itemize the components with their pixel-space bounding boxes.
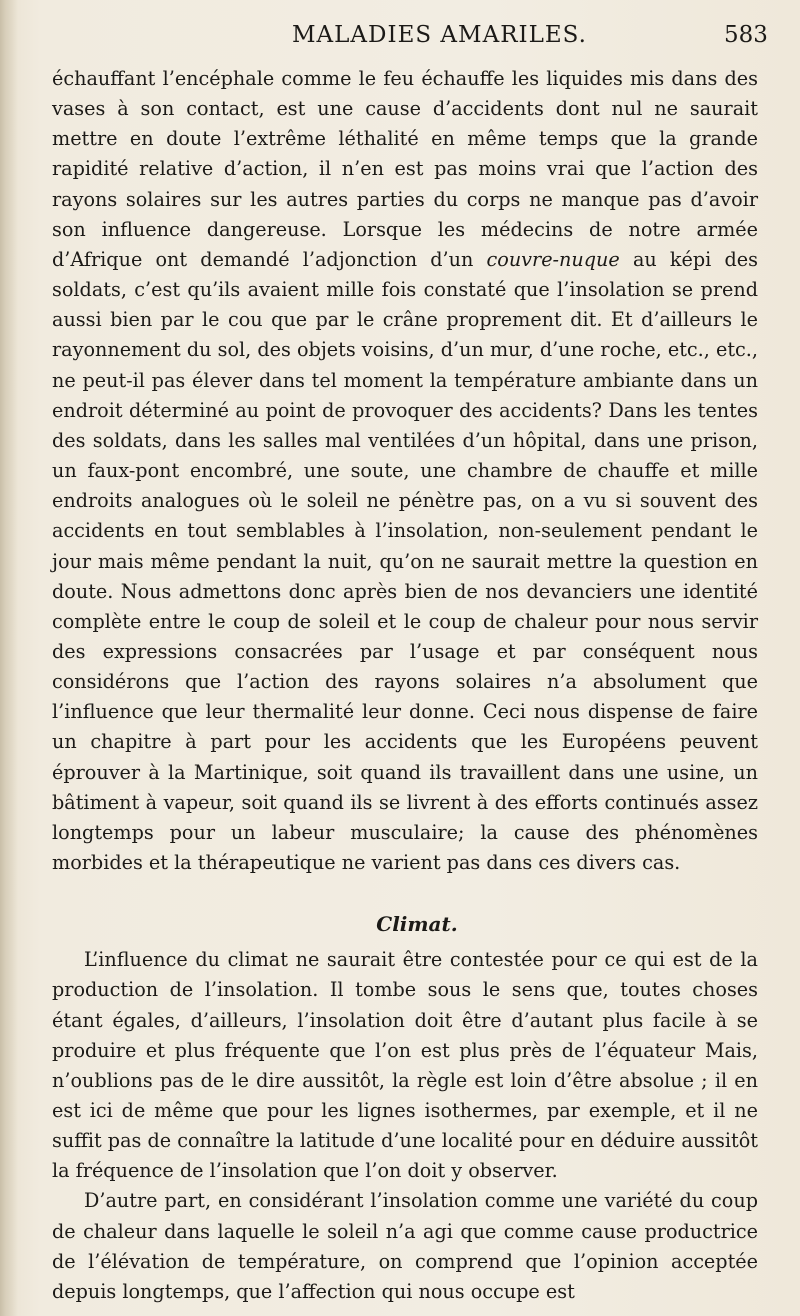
italic-term: couvre-nuque (486, 247, 620, 271)
paragraph-text: échauffant l’encéphale comme le feu échauffe les liquides mis dans des vases à son contact, est une cause d’accidents dont nul ne saurait mettre en doute l’extrême léthalité en même temps que la grande rapidité relative d’action, il n’en est pas moins vrai que l’action des rayons solaires sur les autres parties du corps ne manque pas d’avoir son influence dangereuse. Lorsque les médecins de notre armée d’Afrique ont demandé l’adjonction d’un (52, 67, 758, 271)
running-header (0, 18, 800, 52)
running-title: MALADIES AMARILES. (292, 22, 587, 48)
binding-gutter-shadow (0, 0, 18, 1316)
paragraph: D’autre part, en considérant l’insolation comme une variété du coup de chaleur dans laquelle le soleil n’a agi que comme cause productrice de l’élévation de température, on comprend que l’opinion acceptée depuis longtemps, que l’affection qui nous occupe est (52, 1189, 758, 1303)
page-number: 583 (724, 22, 768, 48)
paragraph: L’influence du climat ne saurait être contestée pour ce qui est de la production de l’insolation. Il tombe sous le sens que, toutes choses étant égales, d’ailleurs, l’insolation doit être d’autant plus facile à se produire et plus fréquente que l’on est plus près de l’équateur Mais, n’oublions pas de le dire aussitôt, la règle est loin d’être absolue ; il en est ici de même que pour les lignes isothermes, par exemple, et il ne suffit pas de connaître la latitude d’une localité pour en déduire aussitôt la fréquence de l’insolation que l’on doit y observer. (52, 948, 758, 1183)
body-text (52, 64, 758, 1307)
paragraph-continued (52, 64, 758, 878)
paragraph-text: au képi des soldats, c’est qu’ils avaient mille fois constaté que l’insolation se prend aussi bien par le cou que par le crâne proprement dit. Et d’ailleurs le rayonnement du sol, des objets voisins, d’un mur, d’une roche, etc., etc., ne peut-il pas élever dans tel moment la température ambiante dans un endroit déterminé au point de provoquer des accidents? Dans les tentes des soldats, dans les salles mal ventilées d’un hôpital, dans une prison, un faux-pont encombré, une soute, une chambre de chauffe et mille endroits analogues où le soleil ne pénètre pas, on a vu si souvent des accidents en tout semblables à l’insolation, non-seulement pendant le jour mais même pendant la nuit, qu’on ne saurait mettre la question en doute. Nous admettons donc après bien de nos devanciers une identité complète entre le coup de soleil et le coup de chaleur pour nous servir des expressions consacrées par l’usage et par conséquent nous considérons que l’action des rayons solaires n’a absolument que l’influence que leur thermalité leur donne. Ceci nous dispense de faire un chapitre à part pour les accidents que les Européens peuvent éprouver à la Martinique, soit quand ils travaillent dans une usine, un bâtiment à vapeur, soit quand ils se livrent à des efforts continués assez longtemps pour un labeur musculaire; la cause des phénomènes morbides et la thérapeutique ne varient pas dans ces divers cas. (52, 247, 758, 875)
section-heading (52, 909, 758, 939)
section-heading-text: Climat. (376, 912, 458, 937)
